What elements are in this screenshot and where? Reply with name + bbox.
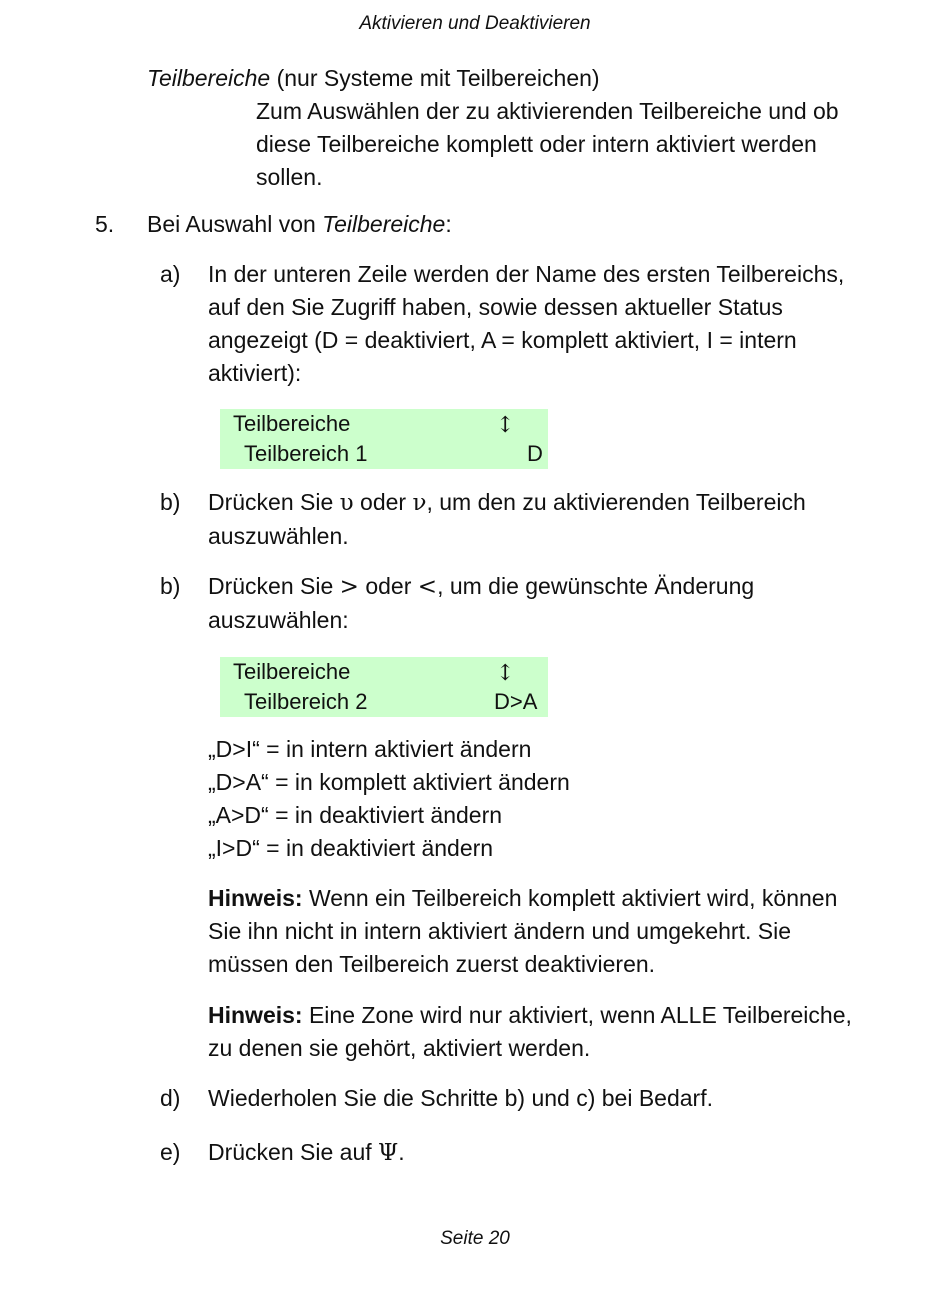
item-b2-marker: b) <box>160 573 181 599</box>
page-footer: Seite 20 <box>440 1228 510 1249</box>
item-b1-line2: auszuwählen. <box>208 523 349 549</box>
intro-term: Teilbereiche <box>147 65 271 91</box>
option-item: „D>I“ = in intern aktiviert ändern <box>208 736 532 762</box>
note-2-line2: zu denen sie gehört, aktiviert werden. <box>208 1035 591 1061</box>
option-item: „D>A“ = in komplett aktiviert ändern <box>208 769 570 795</box>
item-b1-line1 <box>208 486 806 520</box>
item-b2-text <box>208 570 754 637</box>
item-e-marker: e) <box>160 1139 181 1165</box>
note-1 <box>208 882 837 981</box>
intro-term-note: (nur Systeme mit Teilbereichen) <box>270 65 600 91</box>
note-1-line1 <box>208 882 837 915</box>
item-e-text <box>208 1136 405 1170</box>
keypad-display-2 <box>220 657 548 717</box>
right-key-symbol: > <box>339 574 359 600</box>
item-b2-mid: oder <box>358 573 418 599</box>
note-2-label: Hinweis: <box>208 1002 303 1028</box>
display-1-line1: Teilbereiche <box>233 411 351 436</box>
note-2-text: Eine Zone wird nur aktiviert, wenn ALLE Teilbereiche, <box>302 1002 852 1028</box>
keypad-display-1 <box>220 409 548 469</box>
item-d-text: Wiederholen Sie die Schritte b) und c) bei Bedarf. <box>208 1085 713 1111</box>
note-1-line2: Sie ihn nicht in intern aktiviert ändern und umgekehrt. Sie <box>208 918 791 944</box>
note-2-line1 <box>208 999 852 1032</box>
intro-desc-line: Zum Auswählen der zu aktivierenden Teilbereiche und ob <box>256 98 839 124</box>
display-1-status: D <box>527 441 543 466</box>
option-item: „I>D“ = in deaktiviert ändern <box>208 835 494 861</box>
item-a-line: angezeigt (D = deaktiviert, A = komplett aktiviert, I = intern <box>208 327 797 353</box>
up-down-arrow-icon: ↕ <box>496 413 515 438</box>
item-b1-pre: Drücken Sie <box>208 489 340 515</box>
up-down-arrow-icon: ↕ <box>496 661 515 686</box>
note-1-line3: müssen den Teilbereich zuerst deaktivieren. <box>208 951 656 977</box>
step-text <box>147 208 452 241</box>
intro-term-line <box>147 62 600 95</box>
note-2 <box>208 999 852 1065</box>
enter-key-symbol: Ψ <box>378 1140 399 1166</box>
note-1-label: Hinweis: <box>208 885 303 911</box>
note-1-text: Wenn ein Teilbereich komplett aktiviert wird, können <box>302 885 838 911</box>
item-b2-pre: Drücken Sie <box>208 573 340 599</box>
down-key-symbol: ν <box>412 490 427 516</box>
display-2-line1: Teilbereiche <box>233 659 351 684</box>
item-b2-line2: auszuwählen: <box>208 607 349 633</box>
item-a-marker: a) <box>160 261 181 287</box>
item-d-marker: d) <box>160 1085 181 1111</box>
item-b1-marker: b) <box>160 489 181 515</box>
item-e-pre: Drücken Sie auf <box>208 1139 379 1165</box>
item-a-line: auf den Sie Zugriff haben, sowie dessen aktueller Status <box>208 294 783 320</box>
step-text-before: Bei Auswahl von <box>147 211 323 237</box>
item-b1-mid: oder <box>353 489 413 515</box>
intro-desc-line: diese Teilbereiche komplett oder intern aktiviert werden <box>256 131 817 157</box>
up-key-symbol: υ <box>339 490 354 516</box>
intro-desc-line: sollen. <box>256 164 323 190</box>
item-a-line: In der unteren Zeile werden der Name des ersten Teilbereichs, <box>208 261 845 287</box>
item-b1-text <box>208 486 806 553</box>
item-a-text <box>208 258 844 390</box>
page-header: Aktivieren und Deaktivieren <box>359 13 591 34</box>
option-list <box>208 733 570 865</box>
item-b1-post: , um den zu aktivierenden Teilbereich <box>426 489 806 515</box>
left-key-symbol: < <box>417 574 438 600</box>
step-text-italic: Teilbereiche <box>322 211 446 237</box>
item-a-line: aktiviert): <box>208 360 302 386</box>
display-2-status: D>A <box>494 689 538 714</box>
step-number: 5. <box>95 211 115 237</box>
display-1-line2: Teilbereich 1 <box>244 441 368 466</box>
display-2-line2: Teilbereich 2 <box>244 689 368 714</box>
item-b2-post: , um die gewünschte Änderung <box>437 573 755 599</box>
option-item: „A>D“ = in deaktiviert ändern <box>208 802 503 828</box>
item-b2-line1 <box>208 570 754 604</box>
step-text-after: : <box>445 211 452 237</box>
intro-description <box>256 95 839 194</box>
item-e-post: . <box>398 1139 405 1165</box>
